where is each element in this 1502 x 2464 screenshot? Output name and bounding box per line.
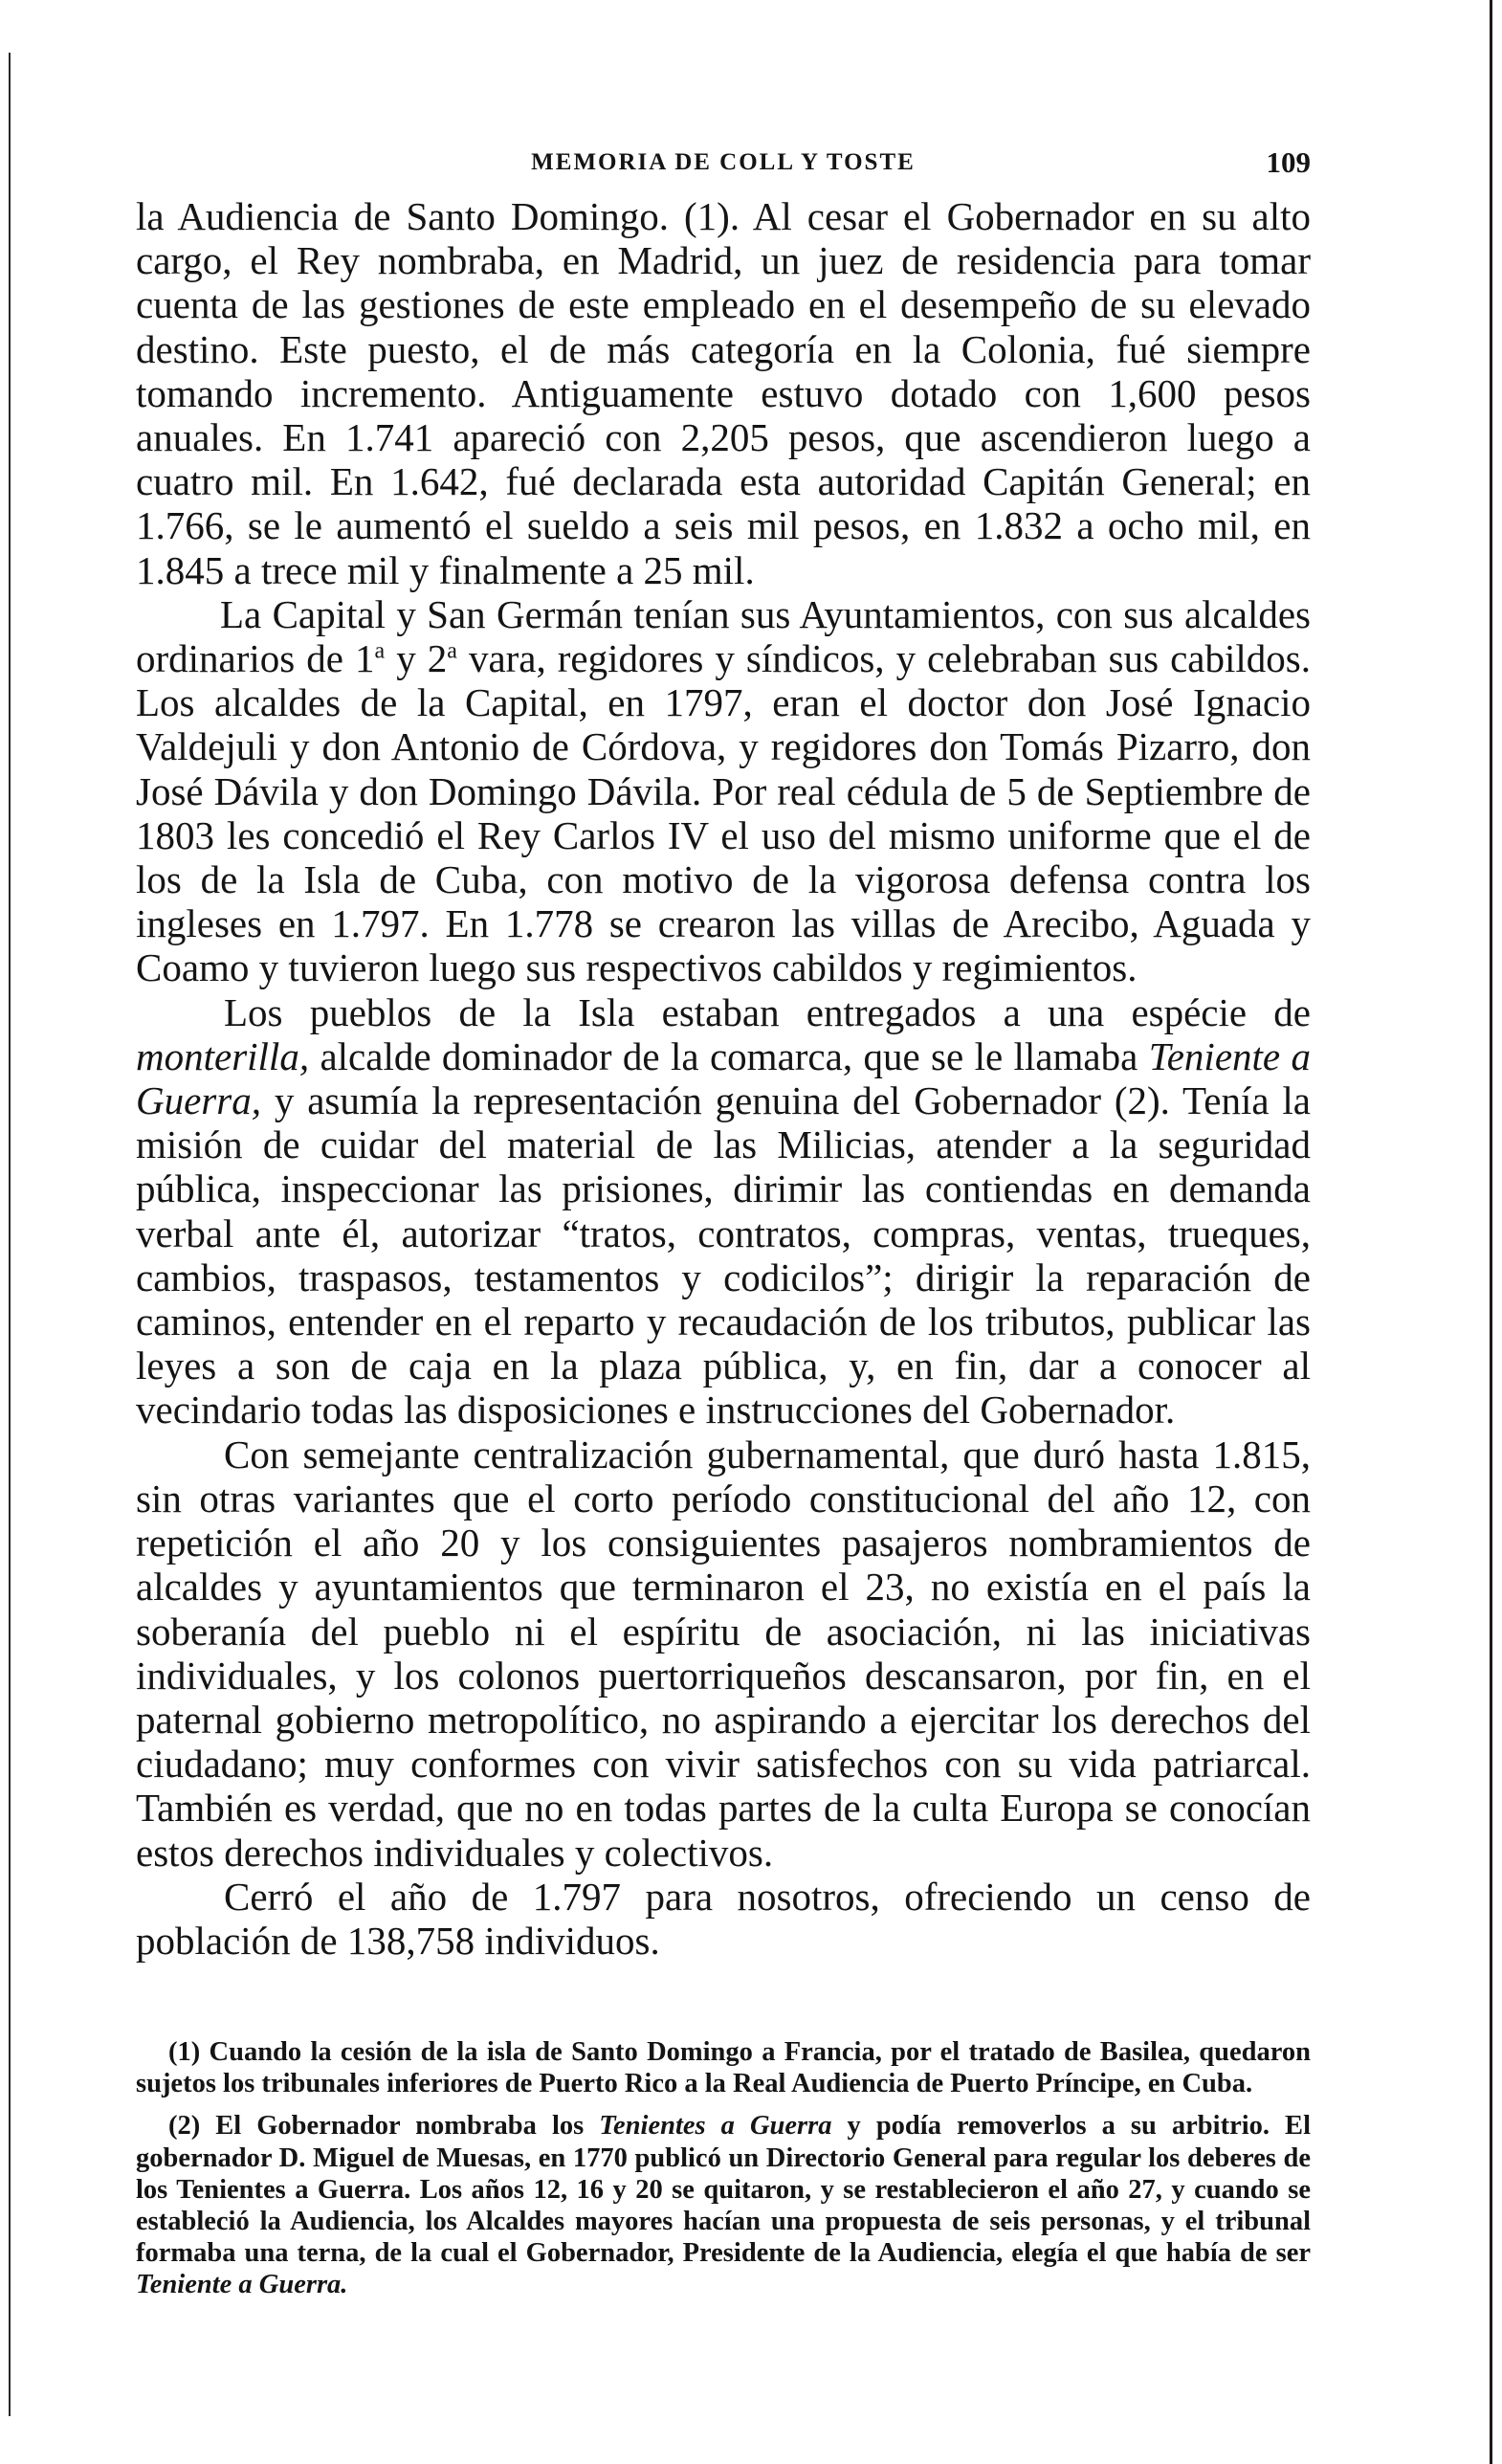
footnote-2: (2) El Gobernador nombraba los Tenientes a Guerra y podía removerlos a su arbitrio. El gobernador D. Miguel de Muesas, en 1770 publicó un Directorio General para regular los deberes de los Tenientes a Guerra. Los años 12, 16 y 20 se quitaron, y se restablecieron el año 27, y cuando se estableció la Audiencia, los Alcaldes mayores hacían una propuesta de seis personas, y el tribunal formaba una terna, de la cual el Gobernador, Presidente de la Audiencia, elegía el que había de ser Teniente a Guerra. — [136, 2111, 1311, 2300]
running-head — [136, 144, 1311, 182]
paragraph-1: la Audiencia de Santo Domingo. (1). Al cesar el Gobernador en su alto cargo, el Rey nombraba, en Madrid, un juez de residencia para tomar cuenta de las gestiones de este empleado en el desempeño de su elevado destino. Este puesto, el de más categoría en la Colonia, fué siempre tomando incremento. Antiguamente estuvo dotado con 1,600 pesos anuales. En 1.741 apareció con 2,205 pesos, que ascendieron luego a cuatro mil. En 1.642, fué declarada esta autoridad Capitán General; en 1.766, se le aumentó el sueldo a seis mil pesos, en 1.832 a ocho mil, en 1.845 a trece mil y finalmente a 25 mil. — [136, 194, 1311, 592]
footnotes — [136, 2036, 1311, 2312]
page-number: 109 — [1266, 145, 1311, 179]
running-title: MEMORIA DE COLL Y TOSTE — [531, 149, 916, 175]
paragraph-2: La Capital y San Germán tenían sus Ayuntamientos, con sus alcaldes ordinarios de 1$^a$ y 2$^a$ vara, regidores y síndicos, y celebraban sus cabildos. Los alcaldes de la Capital, en 1797, eran el doctor don José Ignacio Valdejuli y don Antonio de Córdova, y regidores don Tomás Pizarro, don José Dávila y don Domingo Dávila. Por real cédula de 5 de Septiembre de 1803 les concedió el Rey Carlos IV el uso del mismo uniforme que el de los de la Isla de Cuba, con motivo de la vigorosa defensa contra los ingleses en 1.797. En 1.778 se crearon las villas de Arecibo, Aguada y Coamo y tuvieron luego sus respectivos cabildos y regimientos. — [136, 591, 1311, 990]
footnote-1: (1) Cuando la cesión de la isla de Santo Domingo a Francia, por el tratado de Basilea, quedaron sujetos los tribunales inferiores de Puerto Rico a la Real Audiencia de Puerto Príncipe, en Cuba. — [136, 2037, 1311, 2099]
paragraph-3: Los pueblos de la Isla estaban entregados a una espécie de monterilla, alcalde dominador de la comarca, que se le llamaba Teniente a Guerra, y asumía la representación genuina del Gobernador (2). Tenía la misión de cuidar del material de las Milicias, atender a la seguridad pública, inspeccionar las prisiones, dirimir las contiendas en demanda verbal ante él, autorizar “tratos, contratos, compras, ventas, trueques, cambios, traspasos, testamentos y codicilos”; dirigir la reparación de caminos, entender en el reparto y recaudación de los tributos, publicar las leyes a son de caja en la plaza pública, y, en fin, dar a conocer al vecindario todas las disposiciones e instrucciones del Gobernador. — [136, 989, 1311, 1432]
italic-term: monterilla, — [136, 1033, 310, 1078]
body-text — [136, 194, 1311, 1963]
italic-term: Teniente a Guerra. — [136, 2270, 348, 2300]
italic-term: Teniente a Guerra, — [136, 1033, 1311, 1123]
paragraph-5: Cerró el año de 1.797 para nosotros, ofreciendo un censo de población de 138,758 individuos. — [136, 1874, 1311, 1963]
italic-term: Tenientes a Guerra — [599, 2111, 832, 2142]
right-margin-line — [1490, 0, 1492, 2464]
left-margin-line — [9, 53, 11, 2416]
paragraph-4: Con semejante centralización gubernamental, que duró hasta 1.815, sin otras variantes que el corto período constitucional del año 12, con repetición el año 20 y los consiguientes pasajeros nombramientos de alcaldes y ayuntamientos que terminaron el 23, no existía en el país la soberanía del pueblo ni el espíritu de asociación, ni las iniciativas individuales, y los colonos puertorriqueños descansaron, por fin, en el paternal gobierno metropolítico, no aspirando a ejercitar los derechos del ciudadano; muy conformes con vivir satisfechos con su vida patriarcal. También es verdad, que no en todas partes de la culta Europa se conocían estos derechos individuales y colectivos. — [136, 1432, 1311, 1875]
